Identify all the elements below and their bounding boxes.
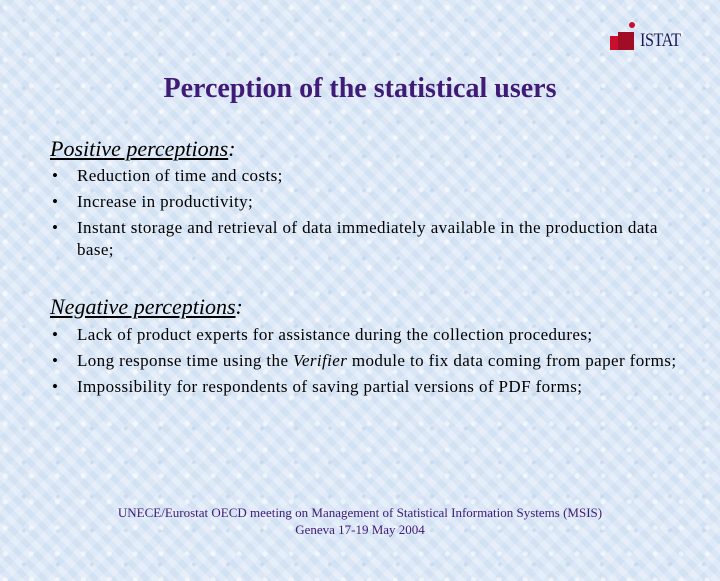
- verifier-term: Verifier: [293, 351, 348, 370]
- negative-list: [50, 324, 690, 402]
- list-item-text-start: Long response time using the: [77, 351, 294, 370]
- positive-heading-colon: :: [228, 136, 236, 161]
- list-item-text-end: module to fix data coming from paper forms;: [347, 351, 677, 370]
- logo-text: ISTAT: [640, 30, 681, 51]
- footer: [0, 504, 720, 538]
- negative-heading-label: Negative perceptions: [50, 294, 236, 319]
- positive-list: [50, 165, 690, 265]
- istat-logo-icon: [610, 28, 636, 50]
- positive-heading-label: Positive perceptions: [50, 136, 229, 161]
- negative-heading-colon: :: [235, 294, 243, 319]
- negative-perceptions-heading: [50, 294, 243, 320]
- footer-meeting-name: UNECE/Eurostat OECD meeting on Management of Statistical Information Systems (MSIS): [117, 505, 603, 520]
- list-item: • Impossibility for respondents of saving partial versions of PDF forms;: [50, 376, 690, 398]
- list-item: • Reduction of time and costs;: [50, 165, 690, 187]
- positive-perceptions-heading: [50, 136, 236, 162]
- list-item: • Lack of product experts for assistance during the collection procedures;: [50, 324, 690, 346]
- list-item: • Increase in productivity;: [50, 191, 690, 213]
- footer-location-date: Geneva 17-19 May 2004: [295, 522, 425, 537]
- istat-logo: [610, 28, 688, 50]
- list-item: [50, 350, 690, 372]
- slide-title: Perception of the statistical users: [163, 73, 557, 104]
- list-item: • Instant storage and retrieval of data immediately available in the production data base;: [50, 217, 690, 261]
